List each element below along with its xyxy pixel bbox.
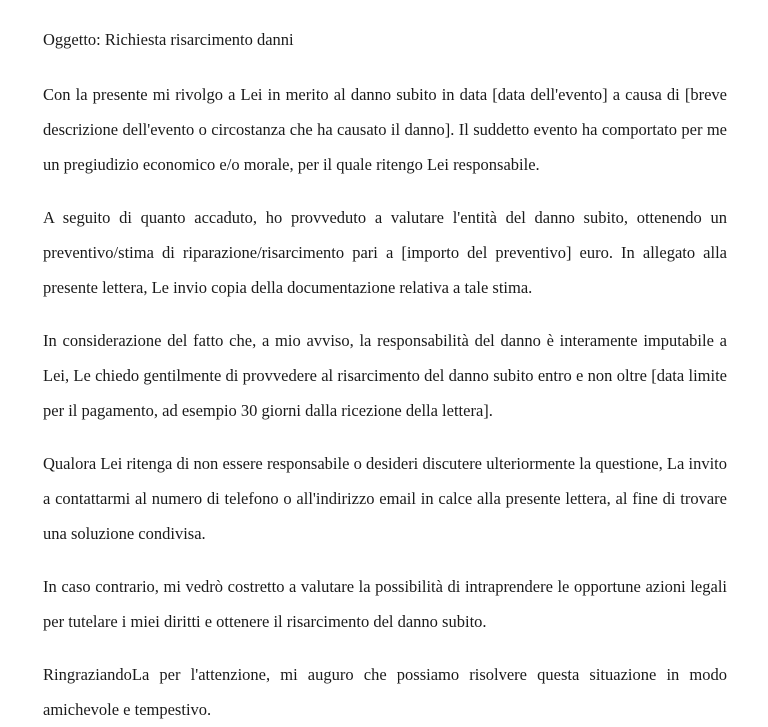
- body-paragraph-1: Con la presente mi rivolgo a Lei in merito al danno subito in data [data dell'evento] a causa di [breve descrizione dell'evento o circostanza che ha causato il danno]. Il suddetto evento ha comportato per me un pregiudizio economico e/o morale, per il quale ritengo Lei responsabile.: [43, 85, 727, 174]
- document-body: [43, 24, 727, 727]
- body-paragraph-3: In considerazione del fatto che, a mio avviso, la responsabilità del danno è interamente imputabile a Lei, Le chiedo gentilmente di provvedere al risarcimento del danno subito entro e non oltre [data limite per il pagamento, ad esempio 30 giorni dalla ricezione della lettera].: [43, 331, 727, 420]
- body-paragraph-6: RingraziandoLa per l'attenzione, mi auguro che possiamo risolvere questa situazione in modo amichevole e tempestivo.: [43, 665, 727, 719]
- body-paragraph-2: A seguito di quanto accaduto, ho provveduto a valutare l'entità del danno subito, ottenendo un preventivo/stima di riparazione/risarcimento pari a [importo del preventivo] euro. In allegato alla presente lettera, Le invio copia della documentazione relativa a tale stima.: [43, 208, 727, 297]
- body-paragraph-4: Qualora Lei ritenga di non essere responsabile o desideri discutere ulteriormente la questione, La invito a contattarmi al numero di telefono o all'indirizzo email in calce alla presente lettera, al fine di trovare una soluzione condivisa.: [43, 454, 727, 543]
- subject-line: Oggetto: Richiesta risarcimento danni: [43, 30, 294, 49]
- body-paragraph-5: In caso contrario, mi vedrò costretto a valutare la possibilità di intraprendere le opportune azioni legali per tutelare i miei diritti e ottenere il risarcimento del danno subito.: [43, 577, 727, 631]
